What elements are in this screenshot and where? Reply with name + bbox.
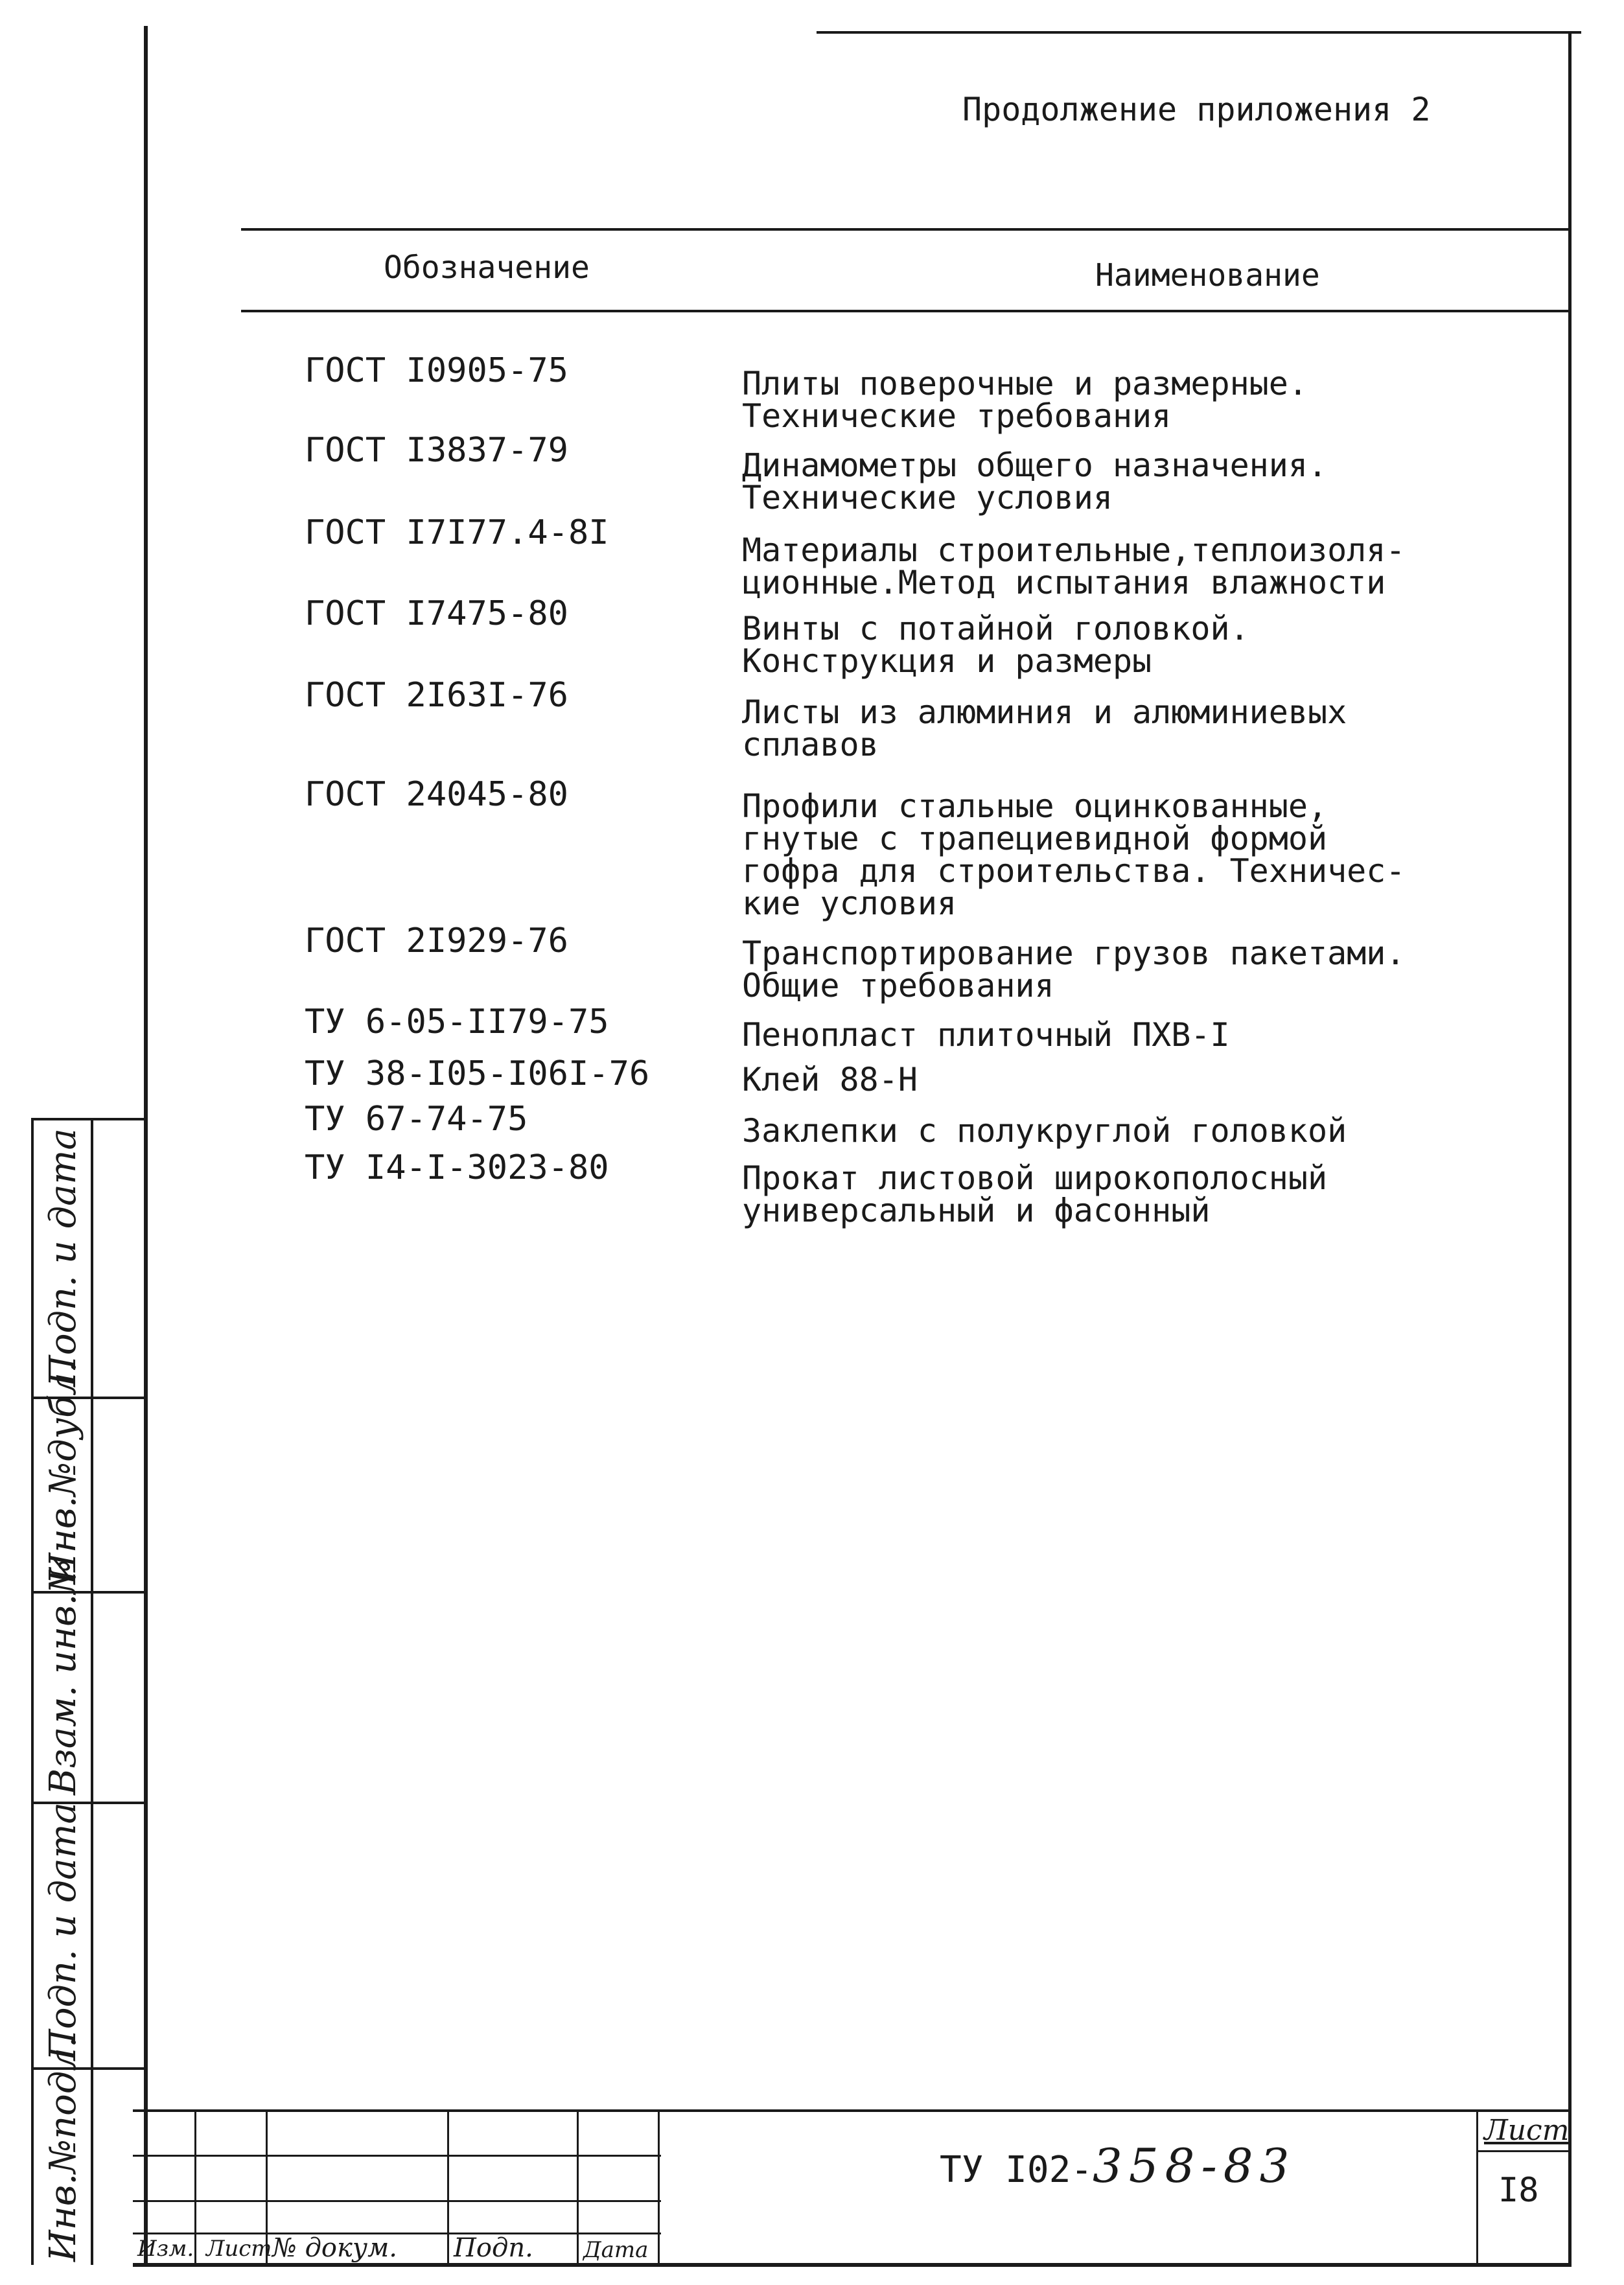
title-block-row-line: [133, 2200, 661, 2202]
table-row-code: ТУ 67-74-75: [305, 1100, 528, 1139]
side-stamp-inv-dup: Инв.№дубл.: [42, 1361, 84, 1584]
document-handwritten-number: 358-83: [1093, 2139, 1296, 2193]
table-row-name: Листы из алюминия и алюминиевых сплавов: [742, 693, 1347, 763]
table-row-code: ТУ I4-I-3023-80: [305, 1148, 609, 1187]
frame-top-line: [817, 31, 1581, 34]
table-row-name: Плиты поверочные и размерные. Технические требования: [742, 365, 1308, 435]
title-block-col-doc: № докум.: [272, 2233, 397, 2263]
table-row-name: Клей 88-Н: [742, 1061, 918, 1098]
title-block-col-line: [577, 2109, 579, 2265]
table-row-code: ГОСТ I0905-75: [305, 351, 568, 390]
title-block-row-line: [133, 2155, 661, 2157]
table-row-code: ГОСТ 24045-80: [305, 775, 568, 814]
title-block-col-date: Дата: [583, 2237, 649, 2263]
side-stamp-sign-date-1: Подп. и дата: [42, 1128, 84, 1387]
title-block-sheet-row-line: [1476, 2150, 1570, 2152]
title-block-col-sign: Подп.: [454, 2233, 533, 2263]
column-header-designation: Обозначение: [384, 249, 590, 286]
sheet-number: I8: [1498, 2171, 1539, 2210]
table-row-name: Профили стальные оцинкованные, гнутые с трапециевидной формой гофра для строительства. Техничес- кие условия: [742, 787, 1406, 922]
table-row-code: ГОСТ 2I929-76: [305, 922, 568, 960]
table-row-code: ТУ 38-I05-I06I-76: [305, 1054, 650, 1093]
title-block-col-izm: Изм.: [137, 2236, 194, 2262]
table-header-rule: [241, 310, 1570, 312]
side-stamp-replace-inv: Взам. инв.№: [42, 1559, 84, 1795]
table-row-code: ГОСТ I3837-79: [305, 431, 568, 470]
frame-bottom-line: [133, 2263, 1572, 2267]
column-header-name: Наименование: [1095, 257, 1320, 294]
continuation-heading: Продолжение приложения 2: [962, 91, 1431, 128]
title-block-sheet-col-line: [1476, 2109, 1478, 2265]
table-row-name: Прокат листовой широкополосный универсальный и фасонный: [742, 1159, 1328, 1229]
table-row-name: Транспортирование грузов пакетами. Общие требования: [742, 934, 1406, 1004]
document-number: [940, 2139, 1295, 2193]
title-block-col-line: [658, 2109, 660, 2265]
table-row-name: Динамометры общего назначения. Технические условия: [742, 447, 1328, 516]
table-top-rule: [241, 228, 1570, 231]
table-row-code: ГОСТ I7I77.4-8I: [305, 513, 609, 552]
side-stamp-inv-orig: Инв.№подл.: [42, 2036, 84, 2262]
table-row-code: ГОСТ 2I63I-76: [305, 676, 568, 715]
side-stamp-left-line: [31, 1118, 34, 2265]
table-row-code: ТУ 6-05-II79-75: [305, 1003, 609, 1041]
side-stamp-sign-date-2: Подп. и дата: [42, 1802, 84, 2061]
side-stamp-mid-line: [91, 1118, 93, 2265]
table-row-name: Материалы строительные,теплоизоля- ционные.Метод испытания влажности: [742, 531, 1406, 601]
title-block-col-line: [194, 2109, 196, 2265]
table-row-name: Пенопласт плиточный ПХВ-I: [742, 1016, 1230, 1054]
title-block-col-line: [447, 2109, 449, 2265]
side-stamp-top: [31, 1118, 145, 1120]
table-row-name: Винты с потайной головкой. Конструкция и размеры: [742, 610, 1249, 680]
title-block-top-line: [133, 2109, 1572, 2112]
sheet-label: Лист: [1484, 2114, 1570, 2147]
table-row-name: Заклепки с полукруглой головкой: [742, 1112, 1347, 1150]
frame-right-line: [1568, 31, 1572, 2266]
table-row-code: ГОСТ I7475-80: [305, 594, 568, 633]
frame-left-line: [144, 26, 148, 2266]
document-prefix: ТУ I02-: [940, 2149, 1093, 2191]
title-block-col-list: Лист: [206, 2236, 272, 2262]
